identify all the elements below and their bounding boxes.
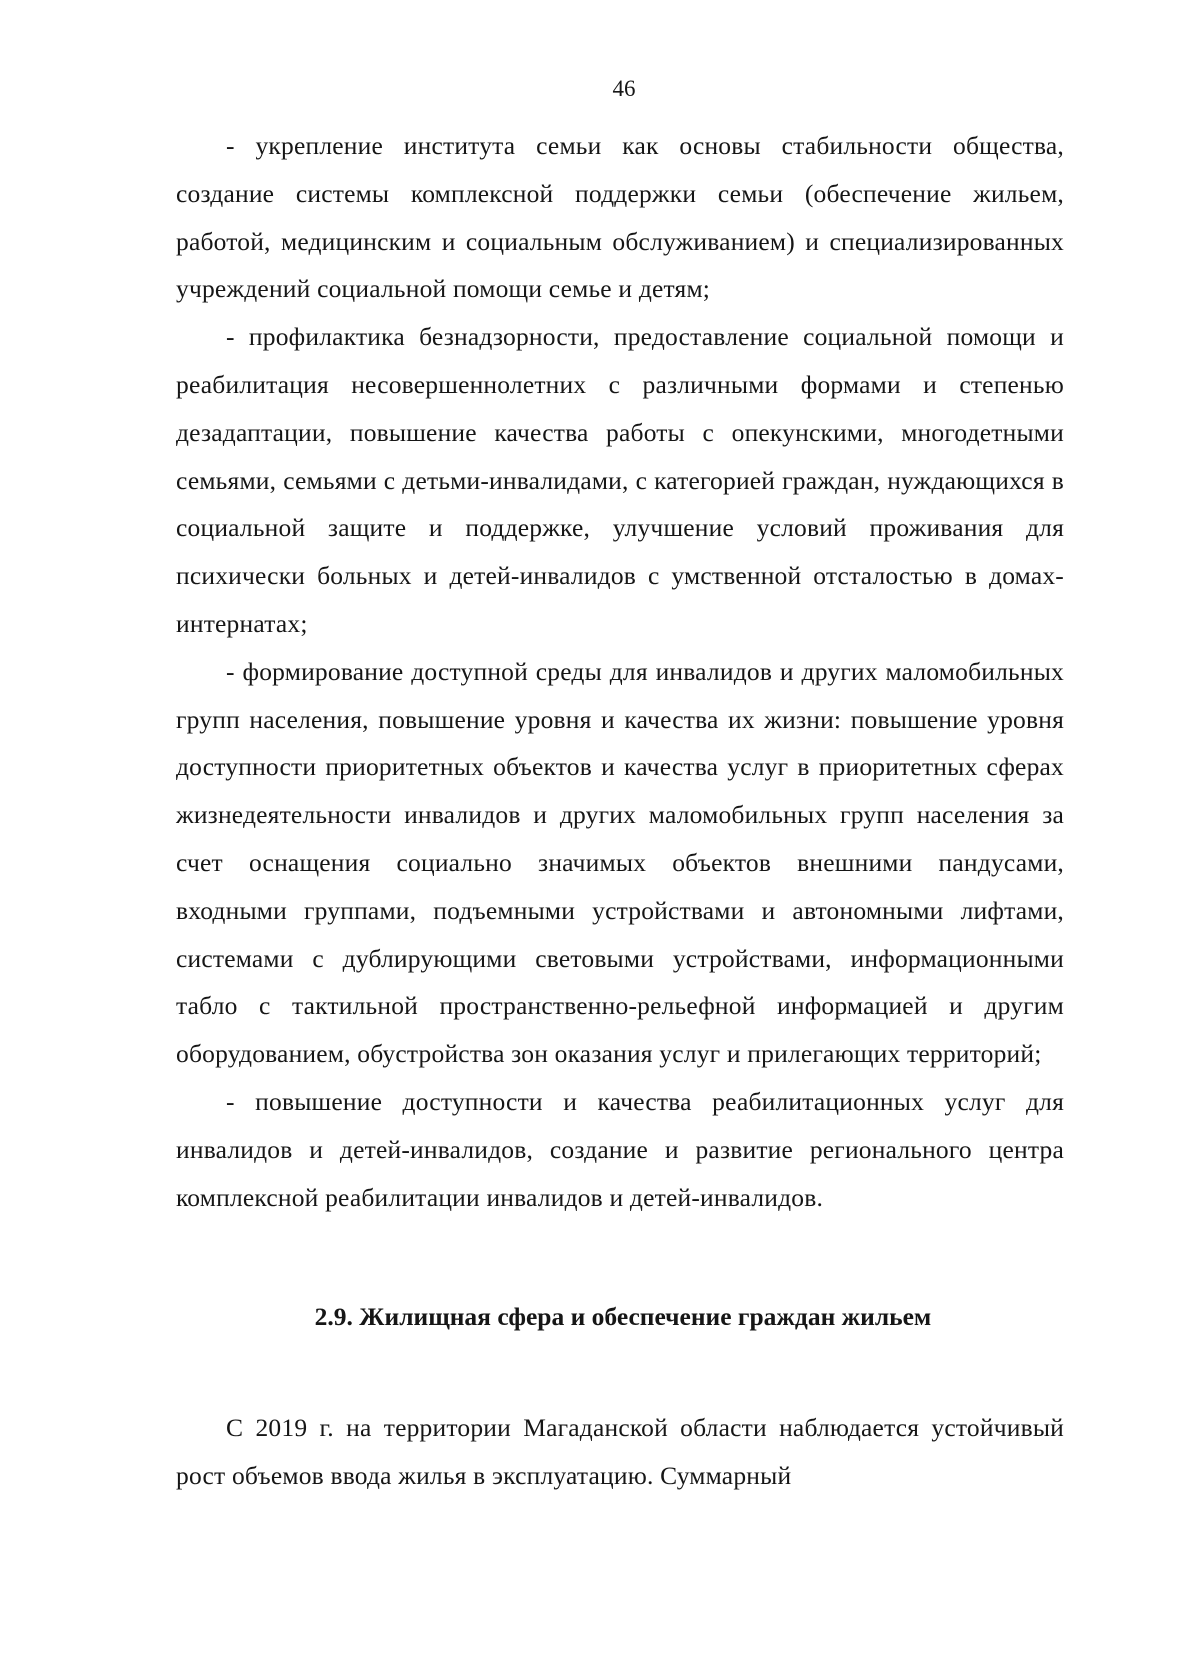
section-heading: 2.9. Жилищная сфера и обеспечение граждан жильем [314,1302,932,1332]
document-body [176,122,1064,1500]
paragraph-accessible-environment: - формирование доступной среды для инвалидов и других маломобильных групп населения, повышение уровня и качества их жизни: повышение уровня доступности приоритетных объектов и качества услуг в приоритетных сферах жизнедеятельности инвалидов и других маломобильных групп населения за счет оснащения социально значимых объектов внешними пандусами, входными группами, подъемными устройствами и автономными лифтами, системами с дублирующими световыми устройствами, информационными табло с тактильной пространственно-рельефной информацией и другим оборудованием, обустройства зон оказания услуг и прилегающих территорий; [176,656,1064,1069]
paragraph-neglect-prevention: - профилактика безнадзорности, предоставление социальной помощи и реабилитация несовершеннолетних с различными формами и степенью дезадаптации, повышение качества работы с опекунскими, многодетными семьями, семьями с детьми-инвалидами, с категорией граждан, нуждающихся в социальной защите и поддержке, улучшение условий проживания для психически больных и детей-инвалидов с умственной отсталостью в домах-интернатах; [176,322,1064,638]
page-number: 46 [612,76,636,101]
paragraph-family-support: - укрепление института семьи как основы стабильности общества, создание системы комплексной поддержки семьи (обеспечение жильем, работой, медицинским и социальным обслуживанием) и специализированных учреждений социальной помощи семье и детям; [176,131,1064,304]
paragraph-housing: С 2019 г. на территории Магаданской области наблюдается устойчивый рост объемов ввода жилья в эксплуатацию. Суммарный [176,1413,1064,1490]
paragraph-rehabilitation-services: - повышение доступности и качества реабилитационных услуг для инвалидов и детей-инвалидов, создание и развитие регионального центра комплексной реабилитации инвалидов и детей-инвалидов. [176,1086,1064,1212]
